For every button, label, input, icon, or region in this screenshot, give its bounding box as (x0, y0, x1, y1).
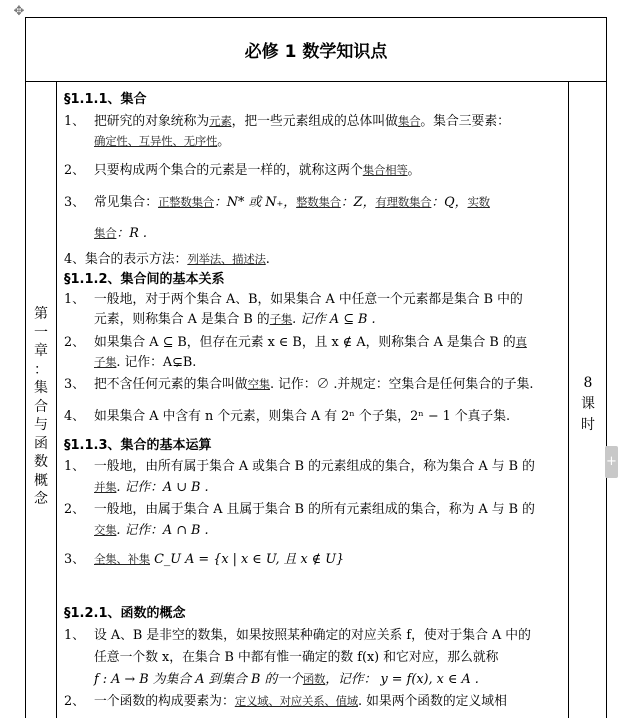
item-text: 。集合三要素： (420, 114, 510, 129)
item-number: 2、 (64, 694, 85, 709)
item-text: . 记作：A⊊B. (116, 355, 197, 370)
handwritten-answer: 集合 (397, 114, 421, 128)
item-number: 3、 (64, 377, 85, 392)
item-text: 把研究的对象统称为 (94, 114, 210, 129)
item-number: 2、 (64, 502, 85, 517)
chapter-char: 概 (34, 472, 48, 489)
handwritten-answer: 有理数集合 (375, 195, 432, 209)
item-text: 元素，则称集合 A 是集合 B 的 (94, 312, 270, 327)
math-expression: ：N* 或 N₊， (213, 195, 297, 210)
handwritten-answer: 并集 (94, 480, 117, 494)
handwritten-answer: 列举法、描述法 (187, 252, 266, 266)
handwritten-answer: 正整数集合 (157, 195, 214, 209)
math-expression: . 记作 A ⊆ B . (292, 312, 376, 327)
list-item-continuation (94, 668, 479, 687)
item-number: 2、 (64, 335, 85, 350)
item-text: ，把一些元素组成的总体叫做 (231, 114, 398, 129)
math-expression: ：R . (116, 226, 147, 241)
handwritten-answer: 空集 (247, 377, 270, 391)
math-expression: ：Q， (431, 195, 468, 210)
handwritten-answer: 全集、补集 (94, 552, 150, 566)
handwritten-answer: 集合相等 (362, 163, 408, 177)
item-text: 如果集合 A 中含有 n 个元素，则集合 A 有 2ⁿ 个子集，2ⁿ − 1 个真子集. (94, 409, 511, 424)
item-text: 4、集合的表示方法： (64, 252, 188, 267)
item-text: . (265, 252, 270, 267)
section-heading: §1.1.2、集合间的基本关系 (64, 272, 225, 287)
chapter-char: 第 (34, 306, 48, 322)
hours-char: 时 (581, 417, 595, 433)
hours-column (568, 82, 607, 718)
chapter-char: 章 (34, 343, 48, 359)
item-text: 设 A、B 是非空的数集，如果按照某种确定的对应关系 f，使对于集合 A 中的 (94, 628, 531, 643)
chapter-char: 数 (34, 454, 48, 470)
item-text: . 如果两个函数的定义域相 (357, 694, 507, 709)
chapter-char: 一 (34, 324, 48, 341)
handwritten-answer: 整数集合 (296, 195, 341, 209)
item-text: 只要构成两个集合的元素是一样的，就称这两个 (94, 163, 363, 178)
item-number: 4、 (64, 409, 85, 424)
handwritten-answer: 确定性、互异性、无序性 (94, 134, 218, 148)
item-text: . 记作：∅ .并规定：空集合是任何集合的子集. (269, 377, 534, 392)
list-item-continuation (94, 308, 376, 327)
handwritten-answer: 真 (515, 335, 527, 349)
section-heading: §1.1.3、集合的基本运算 (64, 438, 212, 453)
list-item-continuation (94, 519, 209, 538)
item-number: 1、 (64, 292, 85, 307)
table-move-handle-icon[interactable]: ✥ (13, 4, 25, 19)
list-item-continuation (94, 130, 230, 149)
notes-table (25, 17, 607, 718)
list-item-continuation: 任意一个数 x，在集合 B 中都有惟一确定的数 f(x) 和它对应，那么就称 (94, 650, 499, 665)
chapter-column (26, 82, 57, 718)
item-text: 。 (407, 163, 421, 178)
item-number: 2、 (64, 163, 85, 178)
chapter-char: 函 (34, 435, 48, 452)
section-heading: §1.2.1、函数的概念 (64, 606, 186, 621)
chapter-char: 与 (34, 417, 48, 433)
math-expression: f : A → B 为集合 A 到集合 B 的一个 (94, 672, 303, 687)
handwritten-answer: 集合 (94, 226, 117, 240)
item-text: 一般地，由所有属于集合 A 或集合 B 的元素组成的集合，称为集合 A 与 B 的 (94, 459, 535, 474)
list-item-continuation (94, 476, 209, 495)
math-expression: C_U A = {x | x ∈ U, 且 x ∉ U} (150, 552, 345, 567)
item-number: 1、 (64, 628, 85, 643)
math-expression: ：Z， (340, 195, 376, 210)
handwritten-answer: 定义域、对应关系、值域 (234, 694, 358, 708)
item-number: 1、 (64, 459, 85, 474)
list-item-continuation (94, 222, 147, 241)
section-heading: §1.1.1、集合 (64, 92, 147, 107)
item-text: 如果集合 A ⊆ B，但存在元素 x ∈ B，且 x ∉ A，则称集合 A 是集合 B 的 (94, 335, 516, 350)
hours-label (569, 373, 607, 436)
hours-char: 8 (583, 375, 593, 391)
item-text: 一个函数的构成要素为： (94, 694, 235, 709)
handwritten-answer: 子集 (94, 355, 117, 369)
chapter-char: 合 (34, 398, 48, 415)
math-expression: . 记作：A ∪ B . (116, 480, 209, 495)
page-title: 必修 1 数学知识点 (26, 18, 606, 82)
chapter-char: ： (34, 361, 48, 378)
item-number: 3、 (64, 195, 85, 210)
chapter-char: 念 (34, 491, 48, 507)
handwritten-answer: 函数 (302, 672, 326, 686)
item-text: 一般地，对于两个集合 A、B，如果集合 A 中任意一个元素都是集合 B 中的 (94, 292, 523, 307)
hours-char: 课 (581, 396, 595, 412)
handwritten-answer: 实数 (467, 195, 490, 209)
item-text: 常见集合： (94, 195, 158, 210)
item-text: 把不含任何元素的集合叫做 (94, 377, 248, 392)
chapter-char: 集 (34, 380, 48, 396)
math-expression: . 记作：A ∩ B . (116, 523, 209, 538)
item-number: 1、 (64, 114, 85, 129)
handwritten-answer: 元素 (209, 114, 232, 128)
list-item (64, 248, 270, 267)
handwritten-answer: 子集 (269, 312, 293, 326)
item-text: 一般地，由属于集合 A 且属于集合 B 的所有元素组成的集合，称为 A 与 B 的 (94, 502, 535, 517)
chapter-label (26, 305, 56, 509)
side-expand-icon[interactable]: + (605, 446, 618, 478)
handwritten-answer: 交集 (94, 523, 117, 537)
math-expression: ，记作： y = f(x), x ∈ A . (325, 672, 479, 687)
item-text: 。 (217, 134, 230, 149)
list-item-continuation (94, 351, 196, 370)
item-number: 3、 (64, 552, 85, 567)
